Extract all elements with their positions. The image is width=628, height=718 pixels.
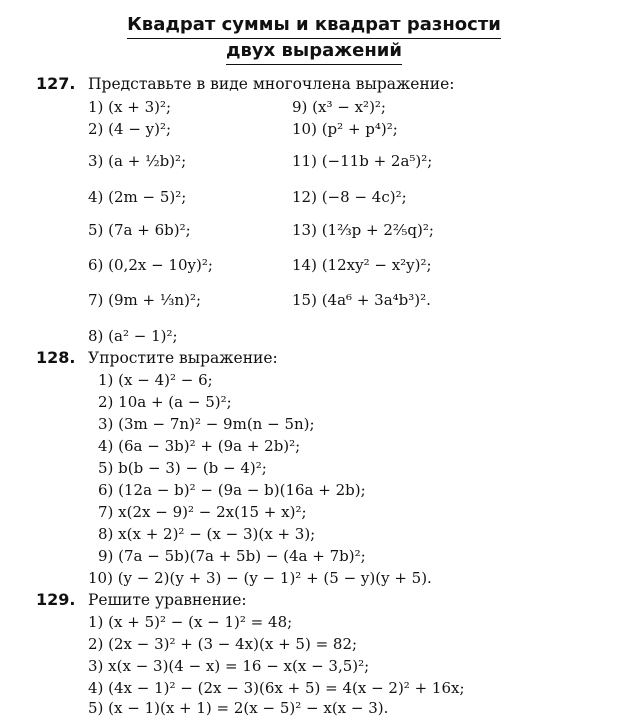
exercise-128-8: 8) x(x + 2)² − (x − 3)(x + 3); [98,525,316,543]
problem-title-127: Представьте в виде многочлена выражение: [88,75,455,93]
exercise-127-9: 9) (x³ − x²)²; [292,98,386,116]
exercise-127-15: 15) (4a⁶ + 3a⁴b³)². [292,291,431,309]
problem-number-128: 128. [36,348,76,367]
problem-number-129: 129. [36,590,76,609]
exercise-128-3: 3) (3m − 7n)² − 9m(n − 5n); [98,415,315,433]
exercise-127-11: 11) (−11b + 2a⁵)²; [292,152,433,170]
section-title-line-1: Квадрат суммы и квадрат разности [127,14,501,39]
exercise-128-2: 2) 10a + (a − 5)²; [98,393,232,411]
exercise-129-4: 4) (4x − 1)² − (2x − 3)(6x + 5) = 4(x − 2)² + 16x; [88,679,465,697]
exercise-127-8: 8) (a² − 1)²; [88,327,178,345]
exercise-127-1: 1) (x + 3)²; [88,98,172,116]
exercise-128-4: 4) (6a − 3b)² + (9a + 2b)²; [98,437,301,455]
section-title [0,14,628,39]
exercise-129-2: 2) (2x − 3)² + (3 − 4x)(x + 5) = 82; [88,635,358,653]
exercise-127-10: 10) (p² + p⁴)²; [292,120,398,138]
exercise-127-5: 5) (7a + 6b)²; [88,221,191,239]
exercise-129-5: 5) (x − 1)(x + 1) = 2(x − 5)² − x(x − 3). [88,699,389,717]
exercise-129-3: 3) x(x − 3)(4 − x) = 16 − x(x − 3,5)²; [88,657,370,675]
exercise-128-1: 1) (x − 4)² − 6; [98,371,213,389]
problem-title-128: Упростите выражение: [88,349,278,367]
exercise-127-2: 2) (4 − y)²; [88,120,172,138]
exercise-128-10: 10) (y − 2)(y + 3) − (y − 1)² + (5 − y)(y + 5). [88,569,432,587]
exercise-127-3: 3) (a + ½b)²; [88,152,187,170]
section-subtitle [0,40,628,65]
exercise-127-13: 13) (1⅔p + 2⅖q)²; [292,221,434,239]
exercise-128-9: 9) (7a − 5b)(7a + 5b) − (4a + 7b)²; [98,547,366,565]
exercise-127-12: 12) (−8 − 4c)²; [292,188,407,206]
exercise-128-6: 6) (12a − b)² − (9a − b)(16a + 2b); [98,481,366,499]
problem-title-129: Решите уравнение: [88,591,247,609]
section-title-line-2: двух выражений [226,40,402,65]
exercise-128-5: 5) b(b − 3) − (b − 4)²; [98,459,267,477]
problem-number-127: 127. [36,74,76,93]
exercise-127-7: 7) (9m + ⅓n)²; [88,291,202,309]
exercise-127-4: 4) (2m − 5)²; [88,188,187,206]
exercise-128-7: 7) x(2x − 9)² − 2x(15 + x)²; [98,503,307,521]
exercise-127-14: 14) (12xy² − x²y)²; [292,256,432,274]
exercise-129-1: 1) (x + 5)² − (x − 1)² = 48; [88,613,293,631]
exercise-127-6: 6) (0,2x − 10y)²; [88,256,213,274]
